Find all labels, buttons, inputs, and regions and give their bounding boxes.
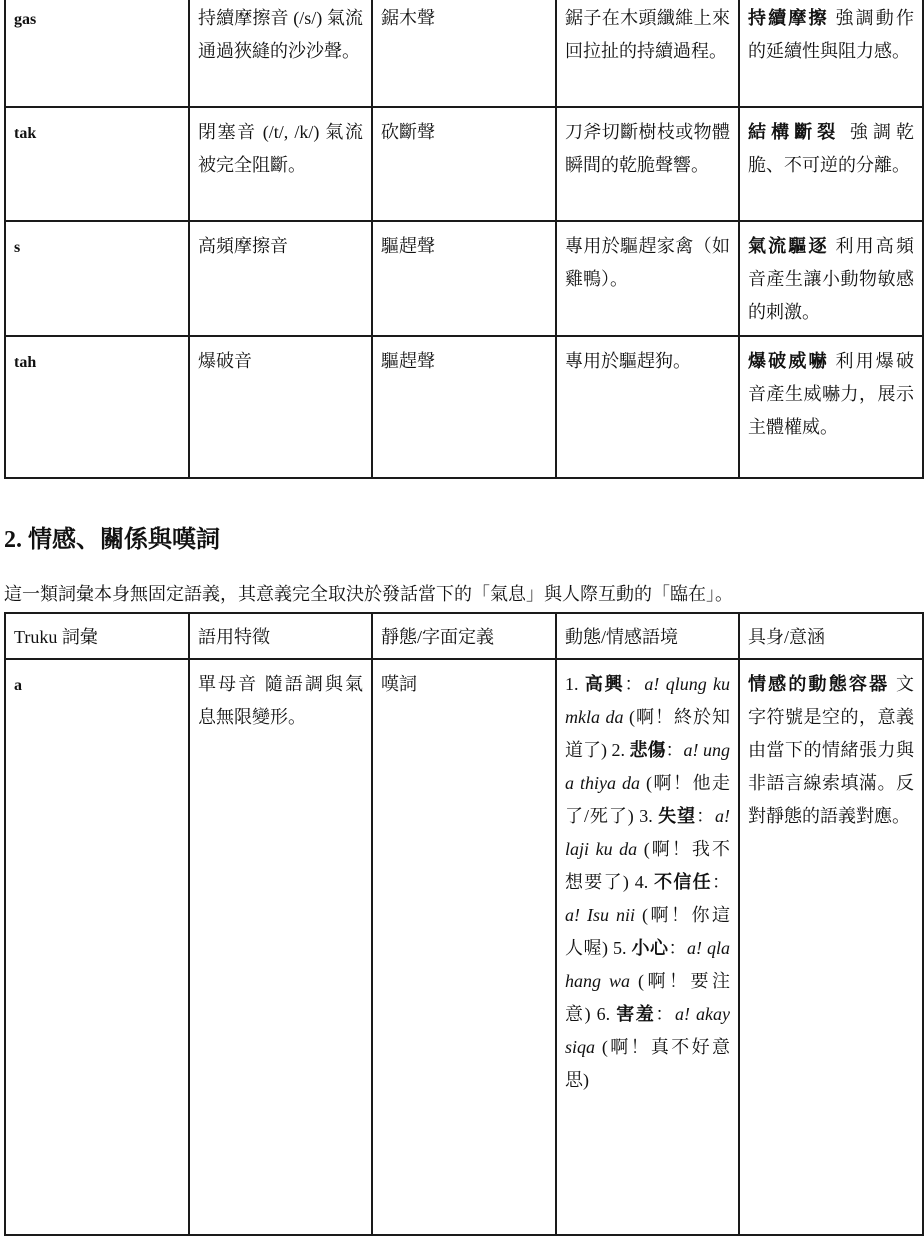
meaning-cell (739, 0, 923, 107)
meaning-keyword: 情感的動態容器 (748, 674, 890, 694)
term: tah (14, 354, 37, 371)
literal-cell: 砍斷聲 (372, 107, 556, 221)
meaning-cell (739, 107, 923, 221)
column-header: 靜態/字面定義 (372, 613, 556, 659)
meaning-keyword: 爆破威嚇 (748, 351, 829, 371)
meaning-keyword: 氣流驅逐 (748, 236, 829, 256)
term: a (14, 677, 22, 694)
context-item: 4. 不信任：a! Isu nii (啊！你這人喔) (565, 872, 730, 958)
term-cell (5, 221, 189, 336)
column-header: 語用特徵 (189, 613, 372, 659)
context-cell: 刀斧切斷樹枝或物體瞬間的乾脆聲響。 (556, 107, 739, 221)
context-item: 2. 悲傷：a! unga thiya da (啊！他走了/死了) (565, 740, 730, 826)
feature-cell: 閉塞音 (/t/, /k/) 氣流被完全阻斷。 (189, 107, 372, 221)
context-item: 3. 失望：a! laji ku da (啊！我不想要了) (565, 806, 731, 892)
context-cell (556, 659, 739, 1235)
meaning-cell (739, 221, 923, 336)
meaning-text: 利用高頻音產生讓小動物敏感的刺激。 (748, 236, 914, 322)
feature-cell: 持續摩擦音 (/s/) 氣流通過狹縫的沙沙聲。 (189, 0, 372, 107)
context-item: 6. 害羞：a! akay siqa (啊！真不好意思) (565, 1004, 731, 1090)
term-cell (5, 659, 189, 1235)
literal-cell: 鋸木聲 (372, 0, 556, 107)
term-cell (5, 336, 189, 478)
context-cell: 專用於驅趕狗。 (556, 336, 739, 478)
context-item: 5. 小心：a! qlahang wa (啊！要注意) (565, 938, 730, 1024)
meaning-keyword: 結構斷裂 (748, 122, 841, 142)
feature-cell: 高頻摩擦音 (189, 221, 372, 336)
term: tak (14, 125, 37, 142)
context-cell: 專用於驅趕家禽（如雞鴨）。 (556, 221, 739, 336)
sound-words-table (4, 0, 924, 479)
meaning-text: 強調乾脆、不可逆的分離。 (748, 122, 915, 175)
meaning-text: 強調動作的延續性與阻力感。 (748, 8, 914, 61)
table-row (5, 659, 923, 1235)
term: gas (14, 11, 37, 28)
meaning-cell (739, 659, 923, 1235)
literal-cell: 驅趕聲 (372, 336, 556, 478)
column-header: 動態/情感語境 (556, 613, 739, 659)
meaning-keyword: 持續摩擦 (748, 8, 829, 28)
meaning-text: 文字符號是空的，意義由當下的情緒張力與非語言線索填滿。反對靜態的語義對應。 (748, 674, 914, 826)
section-heading: 2. 情感、關係與嘆詞 (4, 527, 220, 553)
column-header: 具身/意涵 (739, 613, 923, 659)
table-row (5, 0, 923, 107)
table-row (5, 336, 923, 478)
meaning-text: 利用爆破音產生威嚇力，展示主體權威。 (748, 351, 914, 437)
feature-cell: 單母音 隨語調與氣息無限變形。 (189, 659, 372, 1235)
context-item: 1. 高興：a! qlung ku mkla da (啊！終於知道了) (565, 674, 731, 760)
table-row (5, 221, 923, 336)
context-cell: 鋸子在木頭纖維上來回拉扯的持續過程。 (556, 0, 739, 107)
term: s (14, 239, 21, 256)
feature-cell: 爆破音 (189, 336, 372, 478)
section-intro: 這一類詞彙本身無固定語義，其意義完全取決於發話當下的「氣息」與人際互動的「臨在」。 (4, 584, 733, 604)
emotion-words-table (4, 612, 924, 1236)
term-cell (5, 107, 189, 221)
table-header-row (5, 613, 923, 659)
term-cell (5, 0, 189, 107)
literal-cell: 嘆詞 (372, 659, 556, 1235)
column-header: Truku 詞彙 (5, 613, 189, 659)
meaning-cell (739, 336, 923, 478)
table-row (5, 107, 923, 221)
literal-cell: 驅趕聲 (372, 221, 556, 336)
